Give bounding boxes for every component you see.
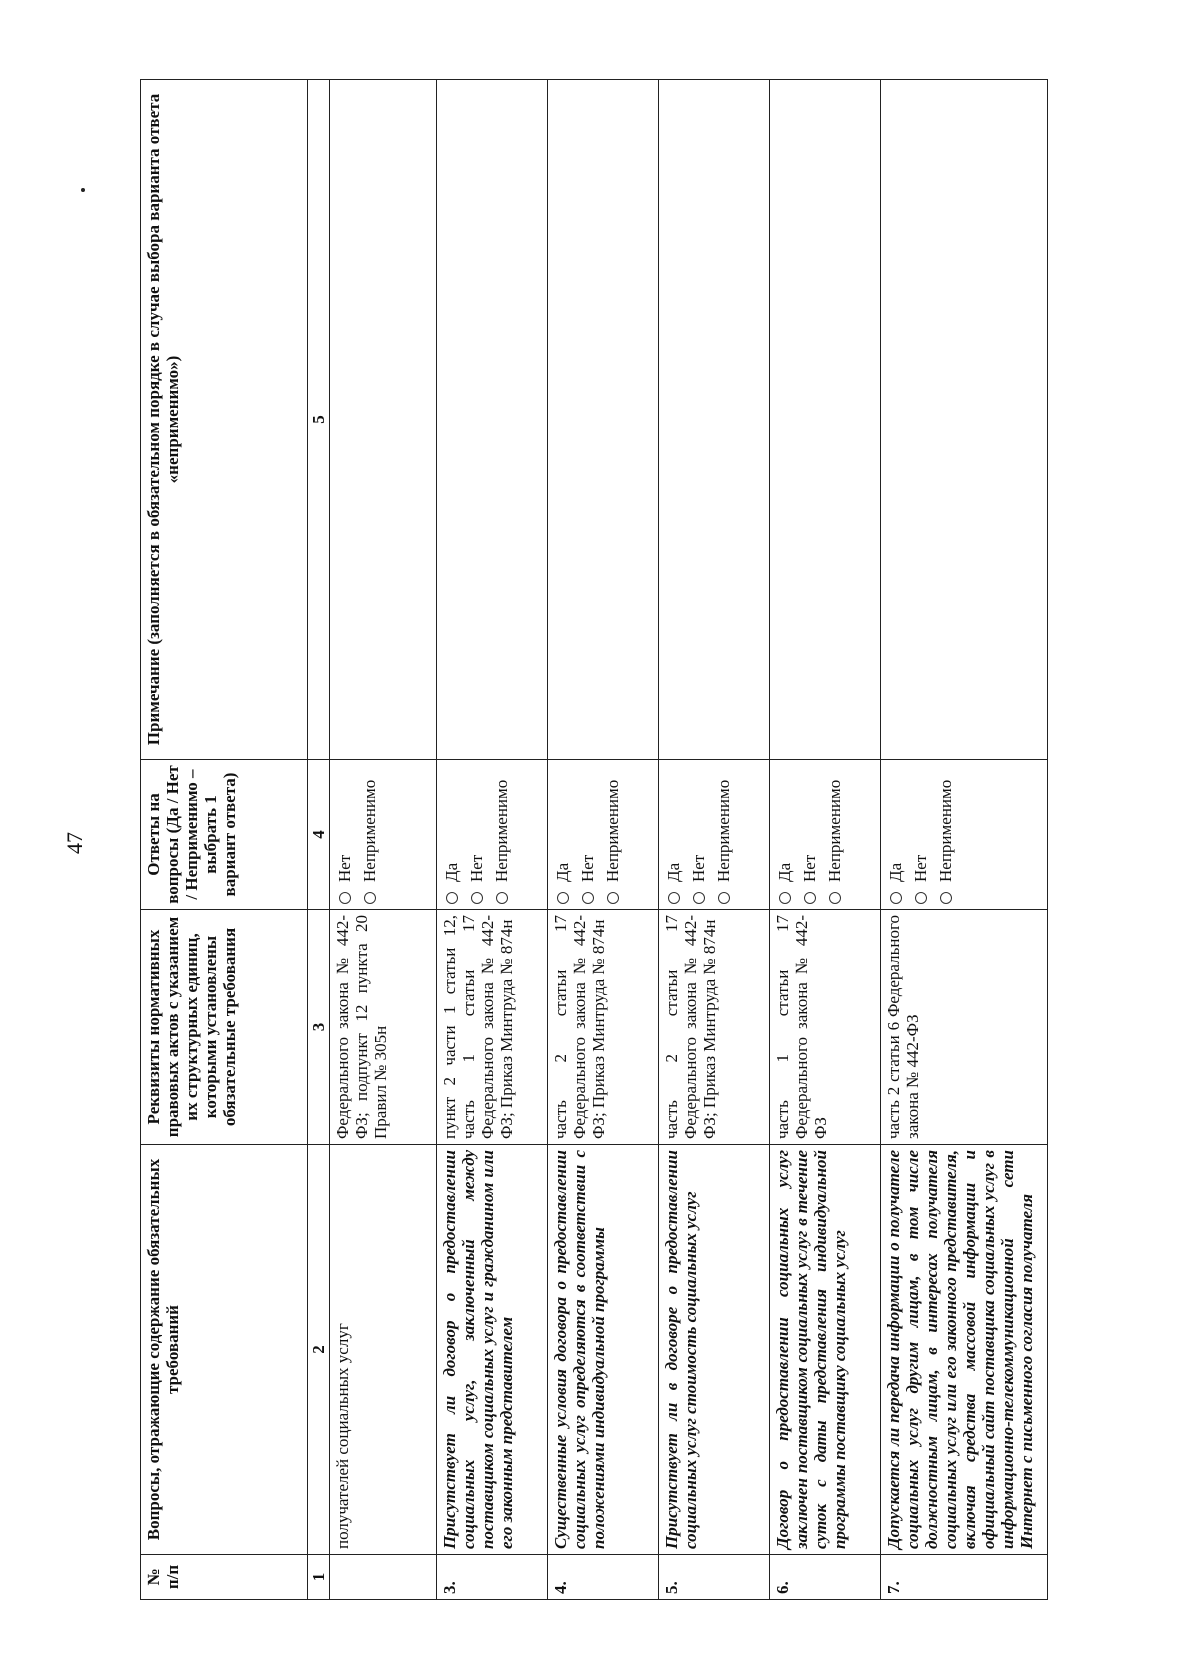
answer-label: Да — [442, 862, 462, 882]
answer-label: Нет — [335, 854, 355, 882]
answer-option[interactable] — [442, 765, 461, 904]
row-question: Присутствует ли в договоре о предоставлении социальных услуг стоимость социальных услуг — [659, 1145, 770, 1555]
row-reference: часть 2 статьи 6 Федерального закона № 442-ФЗ — [881, 910, 1048, 1145]
answer-label: Неприменимо — [603, 779, 623, 882]
answer-label: Да — [553, 862, 573, 882]
radio-button-icon[interactable] — [607, 892, 619, 904]
row-reference: часть 2 статьи 17 Федерального закона № 442-ФЗ; Приказ Минтруда № 874н — [548, 910, 659, 1145]
row-answers — [770, 760, 881, 910]
row-note[interactable] — [770, 80, 881, 760]
row-reference: часть 1 статьи 17 Федерального закона № 442-ФЗ — [770, 910, 881, 1145]
index-cell: 5 — [308, 80, 330, 760]
answer-label: Неприменимо — [825, 779, 845, 882]
header-note: Примечание (заполняется в обязательном порядке в случае выбора варианта ответа «неприменимо») — [141, 80, 308, 760]
row-question: получателей социальных услуг — [330, 1145, 437, 1555]
row-number: 5. — [659, 1555, 770, 1600]
radio-button-icon[interactable] — [718, 892, 730, 904]
row-question: Допускается ли передача информации о получателе социальных услуг другим лицам, в том числе должностным лицам, в интересах получателя социальных услуг или его законного представителя, включая средства массовой информации и официальный сайт поставщика социальных услуг в информационно-телекоммуникационной сети Интернет с письменного согласия получателя — [881, 1145, 1048, 1555]
scan-dot — [81, 188, 85, 192]
answer-option[interactable] — [467, 765, 486, 904]
table-row — [437, 80, 548, 1600]
answer-label: Нет — [467, 854, 487, 882]
table-row — [659, 80, 770, 1600]
header-questions: Вопросы, отражающие содержание обязательных требований — [141, 1145, 308, 1555]
index-row — [308, 80, 330, 1600]
row-answers — [659, 760, 770, 910]
answer-label: Нет — [689, 854, 709, 882]
radio-button-icon[interactable] — [668, 892, 680, 904]
answer-option[interactable] — [689, 765, 708, 904]
answer-option[interactable] — [911, 765, 930, 904]
radio-button-icon[interactable] — [829, 892, 841, 904]
answer-option[interactable] — [360, 765, 379, 904]
answer-option[interactable] — [886, 765, 905, 904]
radio-button-icon[interactable] — [693, 892, 705, 904]
radio-button-icon[interactable] — [496, 892, 508, 904]
radio-button-icon[interactable] — [364, 892, 376, 904]
header-row — [141, 80, 308, 1600]
row-note[interactable] — [881, 80, 1048, 760]
answer-label: Да — [775, 862, 795, 882]
page-number: 47 — [62, 832, 87, 854]
index-cell: 3 — [308, 910, 330, 1145]
radio-button-icon[interactable] — [446, 892, 458, 904]
index-cell: 4 — [308, 760, 330, 910]
answer-label: Нет — [911, 854, 931, 882]
rotated-table-page — [140, 80, 1190, 1600]
radio-button-icon[interactable] — [582, 892, 594, 904]
answer-option[interactable] — [664, 765, 683, 904]
row-reference: часть 2 статьи 17 Федерального закона № 442-ФЗ; Приказ Минтруда № 874н — [659, 910, 770, 1145]
row-number: 3. — [437, 1555, 548, 1600]
header-number: № п/п — [141, 1555, 308, 1600]
answer-label: Да — [664, 862, 684, 882]
answer-label: Нет — [800, 854, 820, 882]
row-answers — [330, 760, 437, 910]
radio-button-icon[interactable] — [339, 892, 351, 904]
row-note[interactable] — [659, 80, 770, 760]
row-answers — [548, 760, 659, 910]
row-reference: пункт 2 части 1 статьи 12, часть 1 статьи 17 Федерального закона № 442-ФЗ; Приказ Минтруда № 874н — [437, 910, 548, 1145]
row-number: 6. — [770, 1555, 881, 1600]
row-answers — [881, 760, 1048, 910]
radio-button-icon[interactable] — [915, 892, 927, 904]
answer-label: Неприменимо — [936, 779, 956, 882]
radio-button-icon[interactable] — [471, 892, 483, 904]
answer-option[interactable] — [775, 765, 794, 904]
table-row — [548, 80, 659, 1600]
index-cell: 2 — [308, 1145, 330, 1555]
radio-button-icon[interactable] — [940, 892, 952, 904]
row-answers — [437, 760, 548, 910]
row-question: Договор о предоставлении социальных услуг заключен поставщиком социальных услуг в течение суток с даты представления индивидуальной программы поставщику социальных услуг — [770, 1145, 881, 1555]
radio-button-icon[interactable] — [804, 892, 816, 904]
row-note[interactable] — [437, 80, 548, 760]
answer-option[interactable] — [825, 765, 844, 904]
answer-option[interactable] — [714, 765, 733, 904]
header-answers: Ответы на вопросы (Да / Нет / Неприменимо – выбрать 1 вариант ответа) — [141, 760, 308, 910]
answer-label: Нет — [578, 854, 598, 882]
table-row — [330, 80, 437, 1600]
table-row — [770, 80, 881, 1600]
answer-option[interactable] — [603, 765, 622, 904]
radio-button-icon[interactable] — [779, 892, 791, 904]
row-number — [330, 1555, 437, 1600]
answer-option[interactable] — [335, 765, 354, 904]
row-reference: Федерального закона № 442-ФЗ; подпункт 12 пункта 20 Правил № 305н — [330, 910, 437, 1145]
row-number: 7. — [881, 1555, 1048, 1600]
row-number: 4. — [548, 1555, 659, 1600]
answer-option[interactable] — [492, 765, 511, 904]
row-note[interactable] — [330, 80, 437, 760]
answer-option[interactable] — [800, 765, 819, 904]
radio-button-icon[interactable] — [557, 892, 569, 904]
row-note[interactable] — [548, 80, 659, 760]
row-question: Присутствует ли договор о предоставлении социальных услуг, заключенный между поставщиком социальных услуг и гражданином или его законным представителем — [437, 1145, 548, 1555]
radio-button-icon[interactable] — [890, 892, 902, 904]
checklist-table — [140, 79, 1048, 1600]
answer-label: Неприменимо — [360, 779, 380, 882]
answer-option[interactable] — [578, 765, 597, 904]
answer-label: Неприменимо — [714, 779, 734, 882]
answer-label: Неприменимо — [492, 779, 512, 882]
row-question: Существенные условия договора о предоставлении социальных услуг определяются в соответствии с положениями индивидуальной программы — [548, 1145, 659, 1555]
answer-option[interactable] — [936, 765, 955, 904]
answer-label: Да — [886, 862, 906, 882]
index-cell: 1 — [308, 1555, 330, 1600]
table-row — [881, 80, 1048, 1600]
answer-option[interactable] — [553, 765, 572, 904]
header-references: Реквизиты нормативных правовых актов с указанием их структурных единиц, которыми установлены обязательные требования — [141, 910, 308, 1145]
